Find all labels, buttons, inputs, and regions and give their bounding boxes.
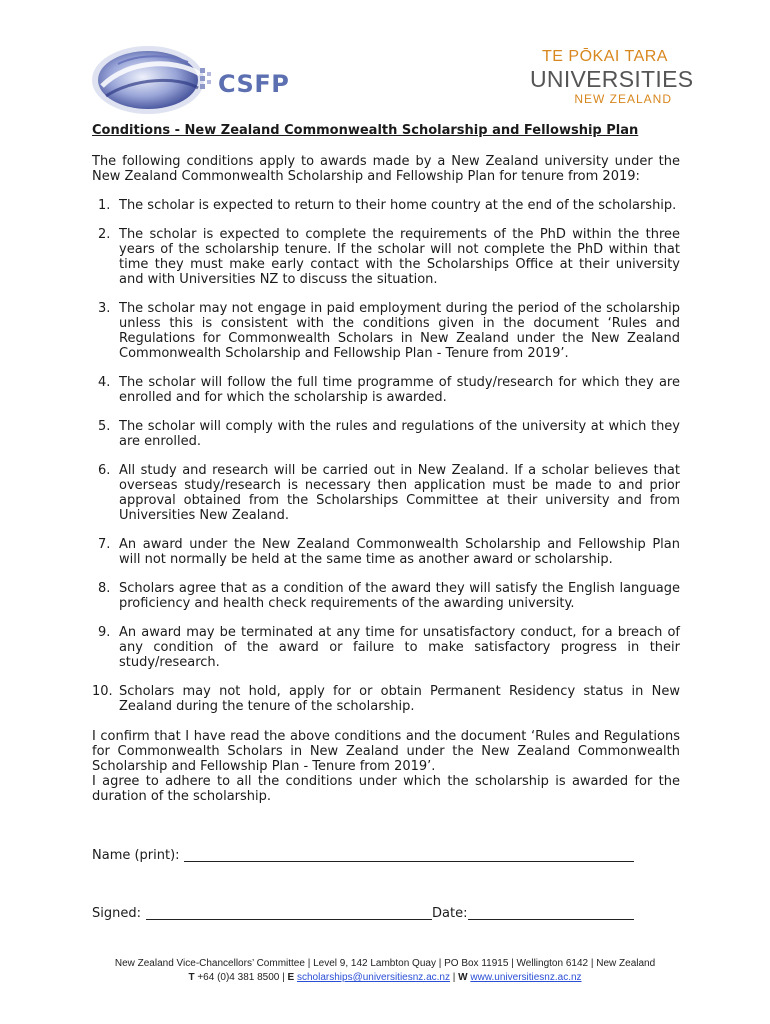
condition-number: 1.	[98, 198, 111, 213]
universities-nz-logo	[530, 48, 694, 106]
date-input-line[interactable]	[468, 919, 634, 920]
unz-logo-maori-name: TE PŌKAI TARA	[542, 48, 668, 65]
intro-paragraph: The following conditions apply to awards made by a New Zealand university under the New Zealand Commonwealth Scholarship and Fellowship Plan for tenure from 2019:	[92, 154, 680, 184]
condition-text: The scholar will comply with the rules and regulations of the university at which they are enrolled.	[119, 419, 680, 449]
unz-logo-name: UNIVERSITIES	[530, 66, 694, 92]
condition-text: The scholar is expected to complete the requirements of the PhD within the three years of the scholarship tenure. If the scholar will not complete the PhD within that time they must make early contact with the Scholarships Office at their university and with Universities NZ to discuss the situation.	[119, 227, 680, 287]
condition-text: Scholars may not hold, apply for or obtain Permanent Residency status in New Zealand during the tenure of the scholarship.	[119, 684, 680, 714]
phone-prefix: T	[188, 972, 195, 983]
condition-number: 7.	[98, 537, 111, 552]
condition-item	[92, 684, 680, 714]
condition-number: 4.	[98, 375, 111, 390]
condition-item	[92, 227, 680, 287]
footer-phone: +64 (0)4 381 8500	[197, 972, 280, 983]
footer-separator: |	[452, 972, 456, 983]
condition-item	[92, 537, 680, 567]
condition-item	[92, 301, 680, 361]
condition-number: 9.	[98, 625, 111, 640]
condition-text: The scholar may not engage in paid employment during the period of the scholarship unless this is consistent with the conditions given in the document ‘Rules and Regulations for Commonwealth Scholars in New Zealand under the New Zealand Commonwealth Scholarship and Fellowship Plan - Tenure from 2019’.	[119, 301, 680, 361]
condition-text: An award may be terminated at any time for unsatisfactory conduct, for a breach of any condition of the award or failure to make satisfactory progress in their study/research.	[119, 625, 680, 670]
footer	[60, 957, 710, 985]
date-label: Date:	[432, 906, 468, 921]
condition-item	[92, 198, 680, 213]
condition-item	[92, 419, 680, 449]
condition-text: An award under the New Zealand Commonwealth Scholarship and Fellowship Plan will not normally be held at the same time as another award or scholarship.	[119, 537, 680, 567]
document-title: Conditions - New Zealand Commonwealth Scholarship and Fellowship Plan	[92, 123, 639, 138]
footer-web-link[interactable]: www.universitiesnz.ac.nz	[470, 972, 582, 983]
condition-item	[92, 581, 680, 611]
footer-address: New Zealand Vice-Chancellors’ Committee | Level 9, 142 Lambton Quay | PO Box 11915 | Wellington 6142 | New Zealand	[114, 958, 656, 969]
agreement-paragraph: I agree to adhere to all the conditions under which the scholarship is awarded for the duration of the scholarship.	[92, 774, 680, 804]
footer-contact	[60, 971, 710, 985]
condition-item	[92, 625, 680, 670]
footer-email-link[interactable]: scholarships@universitiesnz.ac.nz	[296, 972, 450, 983]
unz-logo-subtitle: NEW ZEALAND	[574, 92, 672, 106]
csfp-logo-text: CSFP	[218, 70, 290, 98]
signature-field-row	[92, 906, 637, 924]
condition-text: The scholar will follow the full time programme of study/research for which they are enrolled and for which the scholarship is awarded.	[119, 375, 680, 405]
signed-label: Signed:	[92, 906, 141, 921]
conditions-list	[92, 198, 680, 728]
condition-number: 8.	[98, 581, 111, 596]
web-prefix: W	[458, 972, 468, 983]
condition-number: 6.	[98, 463, 111, 478]
condition-text: The scholar is expected to return to their home country at the end of the scholarship.	[119, 198, 677, 213]
footer-separator: |	[282, 972, 285, 983]
email-prefix: E	[287, 972, 295, 983]
condition-number: 2.	[98, 227, 111, 242]
condition-number: 3.	[98, 301, 111, 316]
signature-input-line[interactable]	[146, 919, 432, 920]
condition-item	[92, 375, 680, 405]
condition-item	[92, 463, 680, 523]
name-field-row	[92, 848, 637, 866]
name-label: Name (print):	[92, 848, 180, 863]
condition-number: 10.	[92, 684, 113, 699]
condition-number: 5.	[98, 419, 111, 434]
name-input-line[interactable]	[184, 861, 634, 862]
condition-text: Scholars agree that as a condition of the award they will satisfy the English language proficiency and health check requirements of the awarding university.	[119, 581, 680, 611]
condition-text: All study and research will be carried out in New Zealand. If a scholar believes that overseas study/research is necessary then application must be made to and prior approval obtained from the Scholarships Committee at their university and from Universities New Zealand.	[119, 463, 680, 523]
confirmation-paragraph: I confirm that I have read the above conditions and the document ‘Rules and Regulations for Commonwealth Scholars in New Zealand under the New Zealand Commonwealth Scholarship and Fellowship Plan - Tenure from 2019’.	[92, 729, 680, 774]
